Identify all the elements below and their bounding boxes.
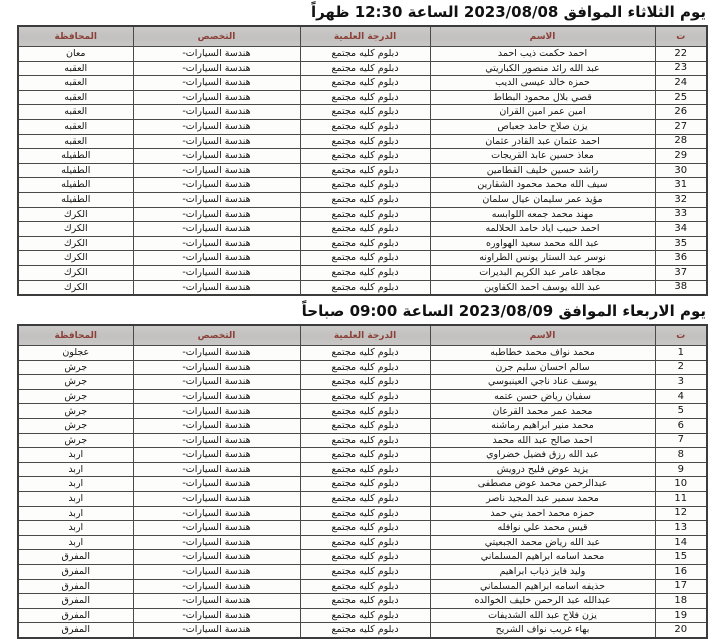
cell-specialization: هندسة السيارات- bbox=[133, 222, 300, 237]
cell-name: حذيفه اسامه ابراهيم المسلماني bbox=[430, 579, 655, 594]
cell-specialization: هندسة السيارات- bbox=[133, 61, 300, 76]
cell-number: 22 bbox=[655, 47, 707, 62]
cell-degree: دبلوم كليه مجتمع bbox=[300, 90, 430, 105]
table-row bbox=[18, 594, 707, 609]
tuesday-roster-table bbox=[17, 25, 708, 296]
cell-name: مجاهد عامر عبد الكريم البديرات bbox=[430, 265, 655, 280]
cell-governorate: العقبه bbox=[18, 105, 133, 120]
cell-governorate: جرش bbox=[18, 375, 133, 390]
cell-specialization: هندسة السيارات- bbox=[133, 535, 300, 550]
cell-number: 34 bbox=[655, 222, 707, 237]
cell-number: 8 bbox=[655, 448, 707, 463]
cell-name: محمد سمير عبد المجيد ناصر bbox=[430, 492, 655, 507]
cell-name: يزيد عوض فليح درويش bbox=[430, 462, 655, 477]
cell-number: 6 bbox=[655, 419, 707, 434]
table-row bbox=[18, 360, 707, 375]
cell-governorate: جرش bbox=[18, 404, 133, 419]
cell-specialization: هندسة السيارات- bbox=[133, 462, 300, 477]
table-row bbox=[18, 265, 707, 280]
cell-number: 23 bbox=[655, 61, 707, 76]
table-header bbox=[18, 26, 707, 47]
table-row bbox=[18, 535, 707, 550]
cell-degree: دبلوم كليه مجتمع bbox=[300, 477, 430, 492]
cell-specialization: هندسة السيارات- bbox=[133, 492, 300, 507]
table-row bbox=[18, 375, 707, 390]
table-row bbox=[18, 236, 707, 251]
table-row bbox=[18, 149, 707, 164]
cell-name: حمزه خالد عيسى الديب bbox=[430, 76, 655, 91]
cell-governorate: جرش bbox=[18, 419, 133, 434]
cell-specialization: هندسة السيارات- bbox=[133, 192, 300, 207]
table-row bbox=[18, 404, 707, 419]
cell-name: معاذ حسين عابد القريجات bbox=[430, 149, 655, 164]
cell-specialization: هندسة السيارات- bbox=[133, 265, 300, 280]
cell-degree: دبلوم كليه مجتمع bbox=[300, 419, 430, 434]
cell-degree: دبلوم كليه مجتمع bbox=[300, 579, 430, 594]
cell-degree: دبلوم كليه مجتمع bbox=[300, 105, 430, 120]
table-row bbox=[18, 163, 707, 178]
cell-governorate: جرش bbox=[18, 433, 133, 448]
column-header-governorate: المحافظة bbox=[18, 325, 133, 346]
table-row bbox=[18, 61, 707, 76]
cell-number: 29 bbox=[655, 149, 707, 164]
cell-degree: دبلوم كليه مجتمع bbox=[300, 521, 430, 536]
cell-degree: دبلوم كليه مجتمع bbox=[300, 594, 430, 609]
cell-degree: دبلوم كليه مجتمع bbox=[300, 360, 430, 375]
cell-name: محمد عمر محمد القرعان bbox=[430, 404, 655, 419]
cell-name: احمد عثمان عبد القادر عثمان bbox=[430, 134, 655, 149]
cell-number: 3 bbox=[655, 375, 707, 390]
cell-number: 10 bbox=[655, 477, 707, 492]
table-row bbox=[18, 521, 707, 536]
cell-name: محمد نواف محمد خطاطبه bbox=[430, 346, 655, 361]
table-row bbox=[18, 47, 707, 62]
table-row bbox=[18, 448, 707, 463]
cell-number: 16 bbox=[655, 565, 707, 580]
cell-specialization: هندسة السيارات- bbox=[133, 119, 300, 134]
cell-number: 13 bbox=[655, 521, 707, 536]
cell-degree: دبلوم كليه مجتمع bbox=[300, 265, 430, 280]
cell-specialization: هندسة السيارات- bbox=[133, 623, 300, 638]
table-row bbox=[18, 178, 707, 193]
column-header-degree: الدرجة العلمية bbox=[300, 325, 430, 346]
table-row bbox=[18, 192, 707, 207]
cell-degree: دبلوم كليه مجتمع bbox=[300, 623, 430, 638]
table-row bbox=[18, 623, 707, 638]
cell-specialization: هندسة السيارات- bbox=[133, 178, 300, 193]
column-header-name: الاسم bbox=[430, 26, 655, 47]
cell-specialization: هندسة السيارات- bbox=[133, 149, 300, 164]
cell-name: وليد فايز ذياب ابراهيم bbox=[430, 565, 655, 580]
cell-specialization: هندسة السيارات- bbox=[133, 375, 300, 390]
cell-governorate: اربد bbox=[18, 521, 133, 536]
cell-number: 7 bbox=[655, 433, 707, 448]
table-row bbox=[18, 506, 707, 521]
cell-governorate: الكرك bbox=[18, 280, 133, 295]
cell-specialization: هندسة السيارات- bbox=[133, 477, 300, 492]
column-header-specialization: التخصص bbox=[133, 325, 300, 346]
cell-degree: دبلوم كليه مجتمع bbox=[300, 550, 430, 565]
column-header-specialization: التخصص bbox=[133, 26, 300, 47]
cell-governorate: المفرق bbox=[18, 565, 133, 580]
cell-number: 19 bbox=[655, 608, 707, 623]
cell-number: 36 bbox=[655, 251, 707, 266]
cell-name: حمزه محمد احمد بني حمد bbox=[430, 506, 655, 521]
table-row bbox=[18, 477, 707, 492]
cell-number: 27 bbox=[655, 119, 707, 134]
cell-degree: دبلوم كليه مجتمع bbox=[300, 222, 430, 237]
column-header-name: الاسم bbox=[430, 325, 655, 346]
cell-name: راشد حسين خليف القطامين bbox=[430, 163, 655, 178]
cell-governorate: اربد bbox=[18, 535, 133, 550]
table-row bbox=[18, 579, 707, 594]
cell-number: 9 bbox=[655, 462, 707, 477]
cell-specialization: هندسة السيارات- bbox=[133, 433, 300, 448]
cell-governorate: اربد bbox=[18, 462, 133, 477]
cell-name: امين عمر امين القران bbox=[430, 105, 655, 120]
table-row bbox=[18, 105, 707, 120]
session-title-wednesday: يوم الاربعاء الموافق 2023/08/09 الساعة 09:00 صباحاً bbox=[301, 302, 706, 321]
cell-number: 4 bbox=[655, 389, 707, 404]
cell-name: نوسر عبد الستار يونس الطراونه bbox=[430, 251, 655, 266]
table-row bbox=[18, 433, 707, 448]
cell-name: مهند محمد جمعه اللوابسه bbox=[430, 207, 655, 222]
cell-number: 32 bbox=[655, 192, 707, 207]
cell-degree: دبلوم كليه مجتمع bbox=[300, 178, 430, 193]
cell-degree: دبلوم كليه مجتمع bbox=[300, 192, 430, 207]
cell-governorate: الطفيله bbox=[18, 192, 133, 207]
cell-name: سيف الله محمد محمود الشقارين bbox=[430, 178, 655, 193]
cell-specialization: هندسة السيارات- bbox=[133, 90, 300, 105]
cell-name: عبد الله رزق فضيل خضراوي bbox=[430, 448, 655, 463]
cell-name: يوسف عناد ناجي العينبوسي bbox=[430, 375, 655, 390]
table-row bbox=[18, 550, 707, 565]
cell-name: قيس محمد علي نوافله bbox=[430, 521, 655, 536]
cell-name: عبد الله محمد سعيد الهواوره bbox=[430, 236, 655, 251]
cell-number: 5 bbox=[655, 404, 707, 419]
cell-specialization: هندسة السيارات- bbox=[133, 105, 300, 120]
table-row bbox=[18, 462, 707, 477]
cell-name: بهاء غريب نواف الشريح bbox=[430, 623, 655, 638]
cell-governorate: معان bbox=[18, 47, 133, 62]
cell-number: 30 bbox=[655, 163, 707, 178]
cell-degree: دبلوم كليه مجتمع bbox=[300, 608, 430, 623]
cell-name: احمد حبيب اياد حامد الحلالمه bbox=[430, 222, 655, 237]
cell-specialization: هندسة السيارات- bbox=[133, 236, 300, 251]
column-header-degree: الدرجة العلمية bbox=[300, 26, 430, 47]
cell-governorate: العقبه bbox=[18, 119, 133, 134]
cell-specialization: هندسة السيارات- bbox=[133, 419, 300, 434]
cell-specialization: هندسة السيارات- bbox=[133, 360, 300, 375]
table-row bbox=[18, 90, 707, 105]
table-row bbox=[18, 222, 707, 237]
cell-number: 26 bbox=[655, 105, 707, 120]
cell-degree: دبلوم كليه مجتمع bbox=[300, 462, 430, 477]
cell-degree: دبلوم كليه مجتمع bbox=[300, 565, 430, 580]
cell-number: 11 bbox=[655, 492, 707, 507]
cell-degree: دبلوم كليه مجتمع bbox=[300, 375, 430, 390]
column-header-number: ت bbox=[655, 325, 707, 346]
cell-degree: دبلوم كليه مجتمع bbox=[300, 492, 430, 507]
cell-specialization: هندسة السيارات- bbox=[133, 550, 300, 565]
cell-name: سفيان رياض حسن عتمه bbox=[430, 389, 655, 404]
cell-number: 20 bbox=[655, 623, 707, 638]
cell-number: 1 bbox=[655, 346, 707, 361]
cell-number: 2 bbox=[655, 360, 707, 375]
cell-degree: دبلوم كليه مجتمع bbox=[300, 236, 430, 251]
cell-degree: دبلوم كليه مجتمع bbox=[300, 149, 430, 164]
cell-governorate: اربد bbox=[18, 477, 133, 492]
cell-number: 17 bbox=[655, 579, 707, 594]
cell-governorate: اربد bbox=[18, 492, 133, 507]
cell-governorate: العقبه bbox=[18, 134, 133, 149]
cell-number: 12 bbox=[655, 506, 707, 521]
table-row bbox=[18, 251, 707, 266]
table-row bbox=[18, 608, 707, 623]
column-header-governorate: المحافظة bbox=[18, 26, 133, 47]
cell-name: عبد الله رائد منصور الكباريتي bbox=[430, 61, 655, 76]
cell-number: 33 bbox=[655, 207, 707, 222]
cell-degree: دبلوم كليه مجتمع bbox=[300, 119, 430, 134]
table-body bbox=[18, 346, 707, 638]
cell-specialization: هندسة السيارات- bbox=[133, 404, 300, 419]
cell-name: يزن فلاح عبد الله الشديفات bbox=[430, 608, 655, 623]
cell-governorate: الكرك bbox=[18, 236, 133, 251]
table-row bbox=[18, 389, 707, 404]
table-row bbox=[18, 134, 707, 149]
table-body bbox=[18, 47, 707, 296]
cell-degree: دبلوم كليه مجتمع bbox=[300, 346, 430, 361]
table-row bbox=[18, 492, 707, 507]
cell-degree: دبلوم كليه مجتمع bbox=[300, 506, 430, 521]
cell-number: 37 bbox=[655, 265, 707, 280]
cell-degree: دبلوم كليه مجتمع bbox=[300, 207, 430, 222]
cell-number: 35 bbox=[655, 236, 707, 251]
table-row bbox=[18, 119, 707, 134]
cell-number: 25 bbox=[655, 90, 707, 105]
cell-degree: دبلوم كليه مجتمع bbox=[300, 448, 430, 463]
cell-specialization: هندسة السيارات- bbox=[133, 251, 300, 266]
cell-governorate: العقبه bbox=[18, 90, 133, 105]
cell-name: قصي بلال محمود البطاط bbox=[430, 90, 655, 105]
cell-governorate: اربد bbox=[18, 506, 133, 521]
cell-name: محمد منير ابراهيم رماشنه bbox=[430, 419, 655, 434]
cell-specialization: هندسة السيارات- bbox=[133, 565, 300, 580]
cell-governorate: العقبه bbox=[18, 76, 133, 91]
cell-specialization: هندسة السيارات- bbox=[133, 389, 300, 404]
cell-specialization: هندسة السيارات- bbox=[133, 134, 300, 149]
cell-governorate: الطفيله bbox=[18, 178, 133, 193]
cell-name: عبد الله رياض محمد الجبعيتي bbox=[430, 535, 655, 550]
cell-name: محمد اسامه ابراهيم المسلماني bbox=[430, 550, 655, 565]
cell-degree: دبلوم كليه مجتمع bbox=[300, 535, 430, 550]
cell-governorate: المفرق bbox=[18, 550, 133, 565]
cell-number: 18 bbox=[655, 594, 707, 609]
wednesday-roster-table bbox=[17, 324, 708, 639]
table-row bbox=[18, 76, 707, 91]
cell-number: 14 bbox=[655, 535, 707, 550]
table-header bbox=[18, 325, 707, 346]
cell-degree: دبلوم كليه مجتمع bbox=[300, 76, 430, 91]
cell-governorate: عجلون bbox=[18, 346, 133, 361]
cell-degree: دبلوم كليه مجتمع bbox=[300, 61, 430, 76]
cell-number: 31 bbox=[655, 178, 707, 193]
cell-degree: دبلوم كليه مجتمع bbox=[300, 404, 430, 419]
cell-name: سالم احسان سليم جرن bbox=[430, 360, 655, 375]
cell-governorate: المفرق bbox=[18, 623, 133, 638]
cell-specialization: هندسة السيارات- bbox=[133, 76, 300, 91]
cell-governorate: جرش bbox=[18, 360, 133, 375]
table-row bbox=[18, 207, 707, 222]
cell-number: 24 bbox=[655, 76, 707, 91]
cell-name: مؤيد عمر سليمان عيال سلمان bbox=[430, 192, 655, 207]
cell-specialization: هندسة السيارات- bbox=[133, 207, 300, 222]
cell-specialization: هندسة السيارات- bbox=[133, 163, 300, 178]
cell-governorate: جرش bbox=[18, 389, 133, 404]
cell-name: عبد الله يوسف احمد الكفاوين bbox=[430, 280, 655, 295]
cell-name: عبدالله عبد الرحمن خليف الخوالده bbox=[430, 594, 655, 609]
cell-governorate: الكرك bbox=[18, 222, 133, 237]
cell-specialization: هندسة السيارات- bbox=[133, 346, 300, 361]
cell-governorate: اربد bbox=[18, 448, 133, 463]
cell-specialization: هندسة السيارات- bbox=[133, 506, 300, 521]
cell-specialization: هندسة السيارات- bbox=[133, 47, 300, 62]
cell-governorate: المفرق bbox=[18, 579, 133, 594]
session-title-tuesday: يوم الثلاثاء الموافق 2023/08/08 الساعة 12:30 ظهراً bbox=[310, 3, 706, 21]
cell-name: احمد حكمت ذيب احمد bbox=[430, 47, 655, 62]
cell-degree: دبلوم كليه مجتمع bbox=[300, 134, 430, 149]
cell-specialization: هندسة السيارات- bbox=[133, 521, 300, 536]
cell-governorate: الكرك bbox=[18, 251, 133, 266]
cell-name: احمد صالح عبد الله محمد bbox=[430, 433, 655, 448]
cell-governorate: الطفيله bbox=[18, 149, 133, 164]
cell-governorate: العقبه bbox=[18, 61, 133, 76]
cell-specialization: هندسة السيارات- bbox=[133, 579, 300, 594]
table-row bbox=[18, 346, 707, 361]
table-row bbox=[18, 565, 707, 580]
cell-degree: دبلوم كليه مجتمع bbox=[300, 389, 430, 404]
cell-name: عبدالرحمن محمد عوض مصطفى bbox=[430, 477, 655, 492]
cell-number: 28 bbox=[655, 134, 707, 149]
cell-specialization: هندسة السيارات- bbox=[133, 594, 300, 609]
cell-degree: دبلوم كليه مجتمع bbox=[300, 163, 430, 178]
cell-specialization: هندسة السيارات- bbox=[133, 280, 300, 295]
cell-degree: دبلوم كليه مجتمع bbox=[300, 433, 430, 448]
table-row bbox=[18, 280, 707, 295]
cell-governorate: الكرك bbox=[18, 207, 133, 222]
cell-degree: دبلوم كليه مجتمع bbox=[300, 47, 430, 62]
cell-governorate: الطفيله bbox=[18, 163, 133, 178]
cell-degree: دبلوم كليه مجتمع bbox=[300, 251, 430, 266]
table-row bbox=[18, 419, 707, 434]
cell-governorate: المفرق bbox=[18, 594, 133, 609]
cell-number: 38 bbox=[655, 280, 707, 295]
cell-governorate: الكرك bbox=[18, 265, 133, 280]
column-header-number: ت bbox=[655, 26, 707, 47]
cell-number: 15 bbox=[655, 550, 707, 565]
cell-name: يزن صلاح حامد جعباص bbox=[430, 119, 655, 134]
cell-governorate: المفرق bbox=[18, 608, 133, 623]
cell-degree: دبلوم كليه مجتمع bbox=[300, 280, 430, 295]
cell-specialization: هندسة السيارات- bbox=[133, 608, 300, 623]
cell-specialization: هندسة السيارات- bbox=[133, 448, 300, 463]
